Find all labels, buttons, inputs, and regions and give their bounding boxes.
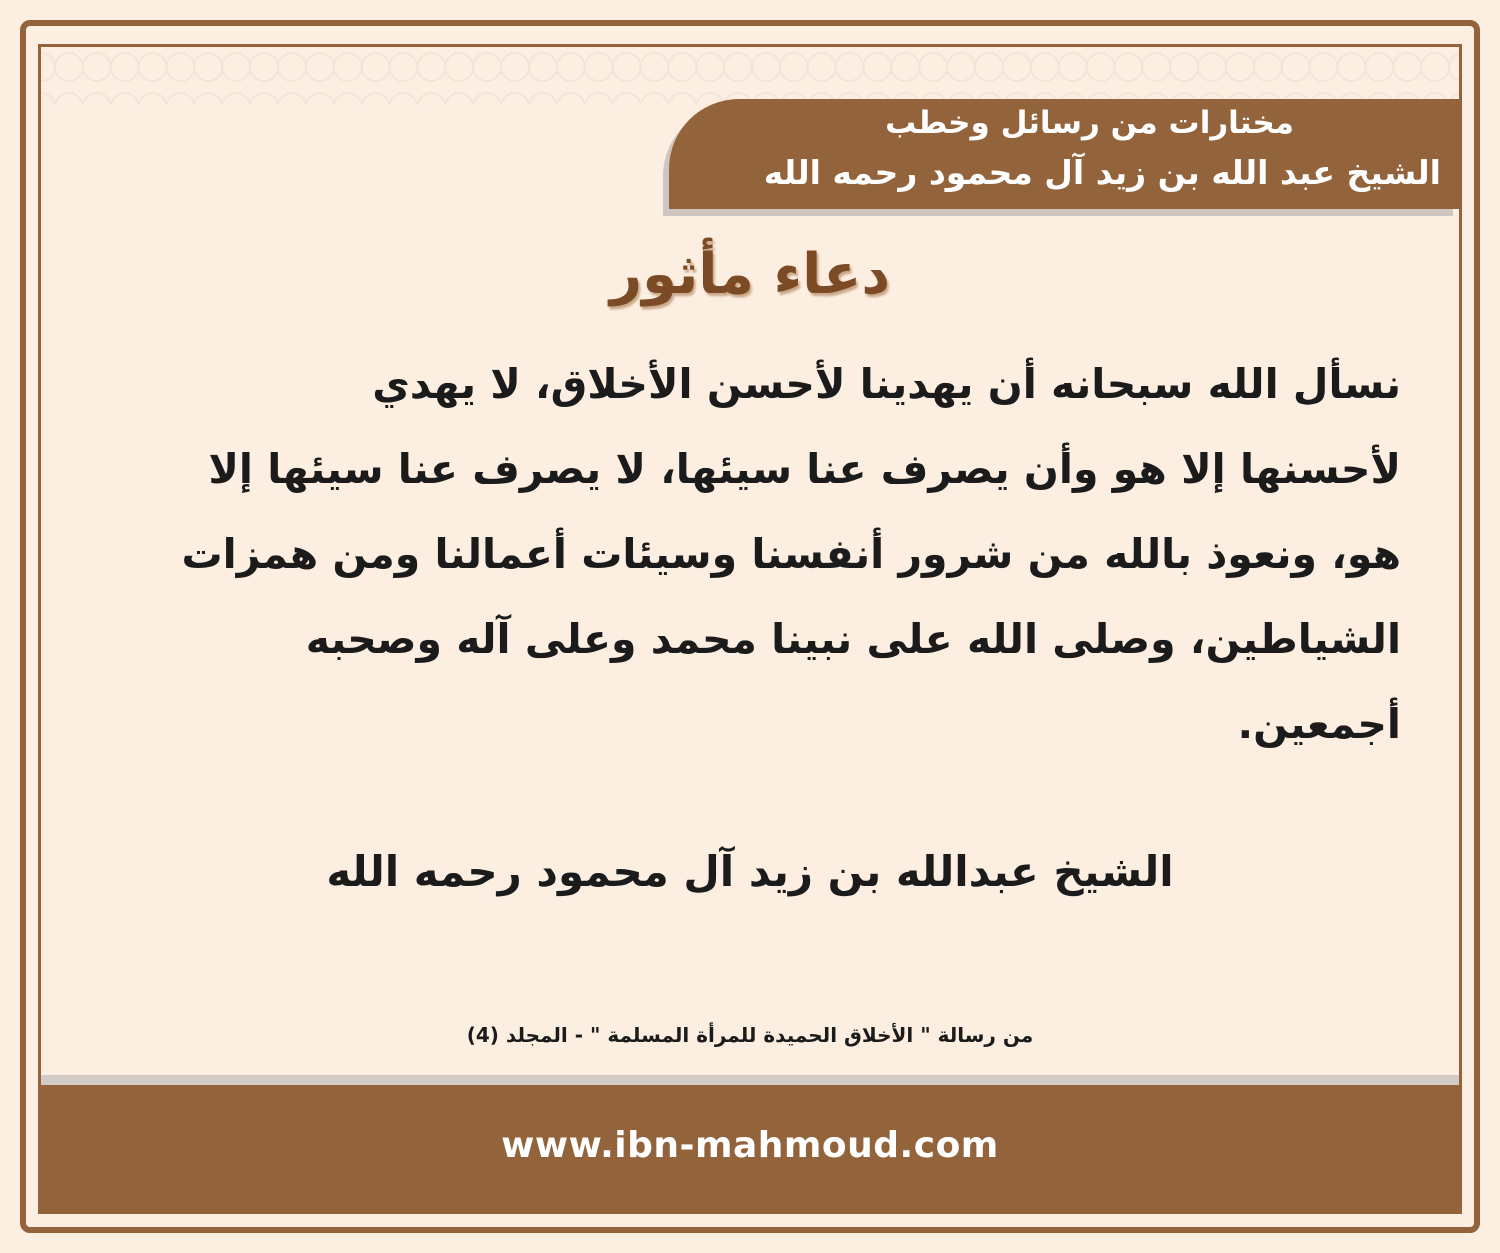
author-attribution: الشيخ عبدالله بن زيد آل محمود رحمه الله (326, 847, 1174, 896)
text-line: أجمعين. (1237, 700, 1401, 748)
website-link[interactable]: www.ibn-mahmoud.com (501, 1125, 999, 1166)
text-line: لأحسنها إلا هو وأن يصرف عنا سيئها، لا يصرف عنا سيئها إلا (208, 445, 1401, 493)
page-title: دعاء مأثور (609, 242, 891, 307)
text-line: هو، ونعوذ بالله من شرور أنفسنا وسيئات أعمالنا ومن همزات (181, 530, 1401, 578)
ornament-pattern (41, 47, 1459, 105)
header-banner (669, 99, 1459, 209)
text-line: الشياطين، وصلى الله على نبينا محمد وعلى آله وصحبه (305, 615, 1401, 663)
header-author-name: الشيخ عبد الله بن زيد آل محمود رحمه الله (763, 153, 1441, 192)
footer-divider (41, 1075, 1459, 1085)
supplication-text (131, 342, 1401, 767)
header-subtitle: مختارات من رسائل وخطب (885, 105, 1294, 141)
text-line: نسأل الله سبحانه أن يهدينا لأحسن الأخلاق، لا يهدي (372, 360, 1401, 408)
source-reference: من رسالة " الأخلاق الحميدة للمرأة المسلمة " - المجلد (4) (466, 1023, 1034, 1047)
footer-bar (41, 1085, 1459, 1211)
card (38, 44, 1462, 1214)
